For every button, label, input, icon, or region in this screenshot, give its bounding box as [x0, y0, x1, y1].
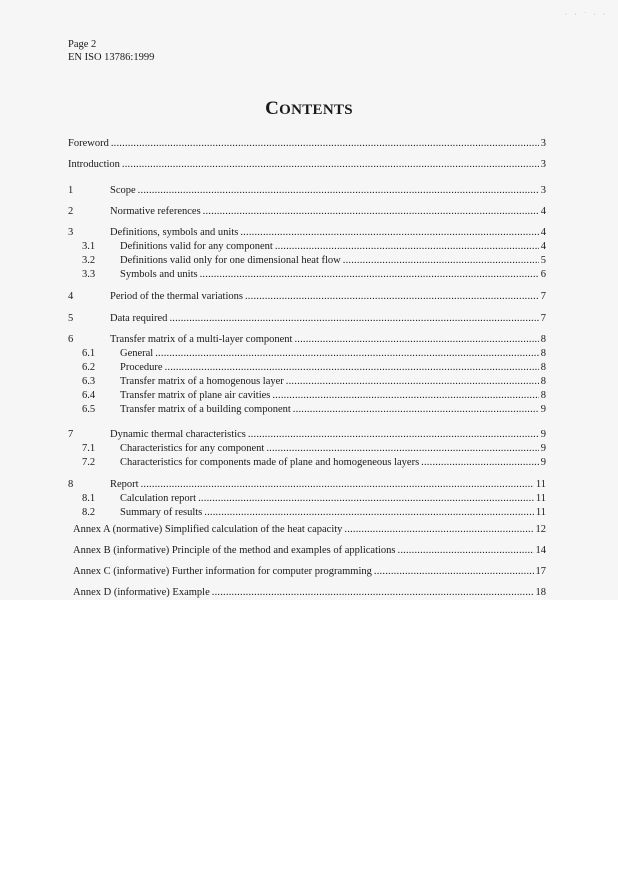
toc-text: Foreword — [68, 138, 109, 149]
toc-page: 11 — [535, 507, 546, 518]
toc-entry-4[interactable] — [68, 290, 546, 303]
toc-entry-7[interactable] — [68, 428, 546, 441]
leader-dots — [240, 226, 538, 239]
page-header — [68, 38, 154, 64]
toc-text: Procedure — [120, 362, 163, 373]
leader-dots — [374, 565, 534, 578]
toc-text: Transfer matrix of a multi-layer component — [110, 334, 293, 345]
toc-entry-3-2[interactable] — [68, 254, 546, 267]
toc-page: 8 — [540, 362, 546, 373]
page-title — [0, 98, 618, 120]
toc-text: General — [120, 348, 154, 359]
toc-entry-annex-d[interactable] — [73, 586, 546, 599]
toc-num: 6.5 — [82, 404, 96, 415]
leader-dots — [212, 586, 534, 599]
toc-page: 9 — [540, 429, 546, 440]
leader-dots — [138, 184, 539, 197]
scan-specks: · · ˙ · · — [565, 12, 608, 18]
leader-dots — [200, 268, 539, 281]
toc-num: 3.1 — [82, 241, 96, 252]
toc-num: 6.2 — [82, 362, 96, 373]
toc-num: 8.2 — [82, 507, 96, 518]
toc-entry-6-3[interactable] — [68, 375, 546, 388]
toc-entry-8-2[interactable] — [68, 506, 546, 519]
toc-num: 6.3 — [82, 376, 96, 387]
leader-dots — [272, 389, 538, 402]
toc-entry-foreword[interactable] — [68, 137, 546, 150]
toc-num: 6.4 — [82, 390, 96, 401]
toc-text: Annex D (informative) Example — [73, 587, 210, 598]
leader-dots — [155, 347, 539, 360]
toc-text: Transfer matrix of plane air cavities — [120, 390, 271, 401]
toc-entry-6-1[interactable] — [68, 347, 546, 360]
toc-text: Transfer matrix of a building component — [120, 404, 291, 415]
toc-num: 3.2 — [82, 255, 96, 266]
toc-num: 6.1 — [82, 348, 96, 359]
toc-entry-7-1[interactable] — [68, 442, 546, 455]
toc-page: 9 — [540, 404, 546, 415]
toc-entry-8-1[interactable] — [68, 492, 546, 505]
title-initial: C — [265, 98, 280, 119]
toc-entry-3-1[interactable] — [68, 240, 546, 253]
toc-num: 7.1 — [82, 443, 96, 454]
toc-text: Characteristics for any component — [120, 443, 265, 454]
leader-dots — [203, 205, 539, 218]
toc-entry-annex-a[interactable] — [73, 523, 546, 536]
page-number: Page 2 — [68, 39, 97, 50]
leader-dots — [165, 361, 539, 374]
toc-entry-7-2[interactable] — [68, 456, 546, 469]
leader-dots — [293, 403, 539, 416]
toc-text: Transfer matrix of a homogenous layer — [120, 376, 284, 387]
toc-text: Annex B (informative) Principle of the method and examples of applications — [73, 545, 396, 556]
toc-text: Data required — [110, 313, 168, 324]
toc-text: Scope — [110, 185, 136, 196]
toc-num: 5 — [68, 313, 74, 324]
toc-text: Calculation report — [120, 493, 197, 504]
toc-entry-annex-b[interactable] — [73, 544, 546, 557]
toc-page: 11 — [535, 479, 546, 490]
toc-text: Report — [110, 479, 139, 490]
toc-page: 8 — [540, 390, 546, 401]
toc-num: 8.1 — [82, 493, 96, 504]
toc-entry-6-5[interactable] — [68, 403, 546, 416]
leader-dots — [266, 442, 538, 455]
toc-page: 3 — [540, 185, 546, 196]
toc-entry-introduction[interactable] — [68, 158, 546, 171]
toc-num: 4 — [68, 291, 74, 302]
title-rest: ONTENTS — [279, 102, 353, 118]
toc-page: 9 — [540, 443, 546, 454]
leader-dots — [245, 290, 539, 303]
toc-page: 14 — [535, 545, 546, 556]
toc-page: 12 — [535, 524, 546, 535]
toc-text: Definitions valid only for one dimensional heat flow — [120, 255, 341, 266]
toc-page: 5 — [540, 255, 546, 266]
toc-text: Annex C (informative) Further information for computer programming — [73, 566, 372, 577]
toc-page: 3 — [540, 159, 546, 170]
toc-num: 3.3 — [82, 269, 96, 280]
toc-num: 2 — [68, 206, 74, 217]
toc-num: 8 — [68, 479, 74, 490]
toc-page: 7 — [540, 313, 546, 324]
leader-dots — [275, 240, 539, 253]
toc-text: Period of the thermal variations — [110, 291, 243, 302]
toc-entry-2[interactable] — [68, 205, 546, 218]
leader-dots — [198, 492, 534, 505]
toc-page: 9 — [540, 457, 546, 468]
leader-dots — [169, 312, 538, 325]
standard-id: EN ISO 13786:1999 — [68, 52, 155, 63]
leader-dots — [294, 333, 538, 346]
leader-dots — [248, 428, 539, 441]
toc-page: 3 — [540, 138, 546, 149]
leader-dots — [343, 254, 539, 267]
toc-page: 18 — [535, 587, 546, 598]
toc-entry-5[interactable] — [68, 312, 546, 325]
leader-dots — [111, 137, 539, 150]
toc-num: 6 — [68, 334, 74, 345]
toc-num: 3 — [68, 227, 74, 238]
toc-entry-6-4[interactable] — [68, 389, 546, 402]
toc-entry-6[interactable] — [68, 333, 546, 346]
toc-entry-1[interactable] — [68, 184, 546, 197]
toc-page: 17 — [535, 566, 546, 577]
toc-text: Summary of results — [120, 507, 203, 518]
toc-text: Dynamic thermal characteristics — [110, 429, 246, 440]
toc-text: Definitions, symbols and units — [110, 227, 239, 238]
leader-dots — [398, 544, 534, 557]
toc-entry-3-3[interactable] — [68, 268, 546, 281]
leader-dots — [421, 456, 539, 469]
toc-num: 7.2 — [82, 457, 96, 468]
toc-entry-6-2[interactable] — [68, 361, 546, 374]
leader-dots — [204, 506, 534, 519]
toc-page: 11 — [535, 493, 546, 504]
toc-page: 8 — [540, 376, 546, 387]
toc-page: 4 — [540, 206, 546, 217]
toc-page: 4 — [540, 241, 546, 252]
toc-page: 8 — [540, 348, 546, 359]
toc-page: 8 — [540, 334, 546, 345]
toc-text: Introduction — [68, 159, 120, 170]
leader-dots — [141, 478, 534, 491]
toc-text: Definitions valid for any component — [120, 241, 273, 252]
toc-page: 4 — [540, 227, 546, 238]
toc-entry-3[interactable] — [68, 226, 546, 239]
toc-page: 7 — [540, 291, 546, 302]
toc-text: Characteristics for components made of plane and homogeneous layers — [120, 457, 420, 468]
leader-dots — [344, 523, 533, 536]
toc-num: 1 — [68, 185, 74, 196]
toc-entry-8[interactable] — [68, 478, 546, 491]
toc-num: 7 — [68, 429, 74, 440]
toc-text: Annex A (normative) Simplified calculation of the heat capacity — [73, 524, 343, 535]
leader-dots — [122, 158, 539, 171]
leader-dots — [286, 375, 539, 388]
toc-entry-annex-c[interactable] — [73, 565, 546, 578]
toc-page: 6 — [540, 269, 546, 280]
toc-text: Normative references — [110, 206, 201, 217]
toc-text: Symbols and units — [120, 269, 198, 280]
